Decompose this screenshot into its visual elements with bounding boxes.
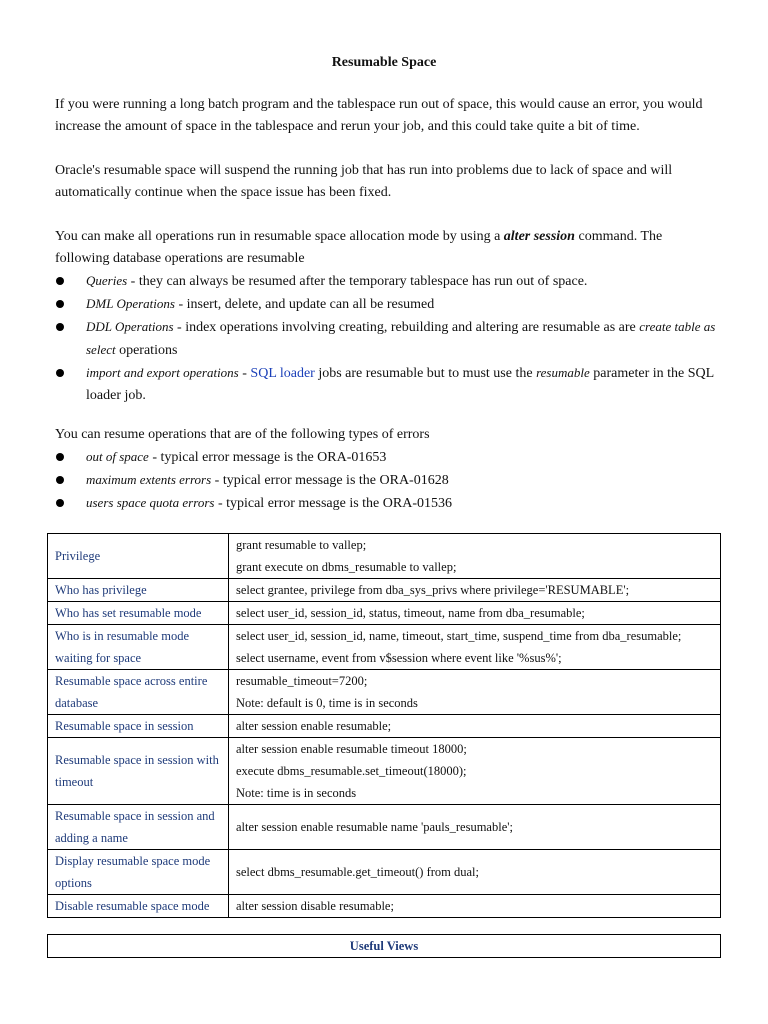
table-row-label (48, 738, 229, 805)
table-row (48, 602, 721, 625)
operation-term: DML Operations (86, 296, 175, 311)
table-row (48, 850, 721, 895)
table-row-value (229, 895, 721, 918)
operation-separator: - (238, 366, 251, 381)
table-row-label (48, 625, 229, 670)
row-label-text: Resumable space in session (55, 719, 194, 733)
command-line: alter session enable resumable name 'pauls_resumable'; (236, 820, 513, 834)
table-row-value (229, 850, 721, 895)
operation-text: jobs are resumable but to must use the (314, 366, 537, 381)
operation-term-secondary: create table as select (86, 319, 716, 357)
error-term: out of space (86, 449, 149, 464)
row-label-text: Who has privilege (55, 583, 147, 597)
list-item (55, 270, 720, 293)
table-row-label (48, 670, 229, 715)
command-line: alter session disable resumable; (236, 899, 394, 913)
page-title: Resumable Space (331, 55, 437, 70)
table-row (48, 738, 721, 805)
command-line: execute dbms_resumable.set_timeout(18000); (236, 764, 467, 778)
table-row (48, 625, 721, 670)
table-row-value (229, 625, 721, 670)
command-line: select grantee, privilege from dba_sys_privs where privilege='RESUMABLE'; (236, 583, 630, 597)
table-row-label (48, 534, 229, 579)
table-row-value (229, 602, 721, 625)
operation-text-end: parameter in the SQL loader job. (86, 366, 714, 403)
row-label-text: Disable resumable space mode (55, 899, 210, 913)
errors-list (55, 446, 720, 515)
bullet-icon (56, 323, 64, 331)
table-row (48, 715, 721, 738)
bullet-icon (56, 369, 64, 377)
table-row-value (229, 579, 721, 602)
command-line: select username, event from v$session where event like '%sus%'; (236, 651, 562, 665)
row-label-text: Who is in resumable mode waiting for space (55, 629, 189, 665)
operation-term: Queries (86, 273, 128, 288)
table-row (48, 579, 721, 602)
table-row-value (229, 805, 721, 850)
error-term: maximum extents errors (86, 472, 212, 487)
operations-intro-text: You can make all operations run in resumable space allocation mode by using a (55, 229, 504, 244)
bullet-icon (56, 499, 64, 507)
row-label-text: Who has set resumable mode (55, 606, 202, 620)
operation-text-end: operations (115, 343, 178, 358)
error-text: - typical error message is the ORA-01653 (148, 450, 387, 465)
command-line: select dbms_resumable.get_timeout() from dual; (236, 865, 479, 879)
useful-views-heading: Useful Views (47, 934, 721, 958)
table-row-value (229, 534, 721, 579)
command-line: alter session enable resumable timeout 18000; (236, 742, 467, 756)
alter-session-term: alter session (503, 229, 575, 244)
list-item (55, 316, 720, 362)
table-row (48, 805, 721, 850)
sql-loader-link[interactable]: SQL loader (250, 366, 315, 381)
operation-term: DDL Operations (86, 319, 174, 334)
bullet-icon (56, 300, 64, 308)
table-row (48, 670, 721, 715)
table-row-value (229, 738, 721, 805)
command-line: select user_id, session_id, status, timeout, name from dba_resumable; (236, 606, 585, 620)
table-row (48, 895, 721, 918)
operations-list (55, 270, 720, 407)
resumable-description-paragraph: Oracle's resumable space will suspend the running job that has run into problems due to lack of space and will automatically continue when the space issue has been fixed. (55, 163, 673, 200)
table-row-label (48, 805, 229, 850)
table-row-label (48, 602, 229, 625)
command-line: grant execute on dbms_resumable to vallep; (236, 560, 457, 574)
operation-text: - they can always be resumed after the temporary tablespace has run out of space. (127, 274, 588, 289)
error-text: - typical error message is the ORA-01628 (211, 473, 449, 488)
table-row-label (48, 579, 229, 602)
list-item (55, 446, 720, 469)
table-row-value (229, 715, 721, 738)
resumable-commands-table (47, 533, 721, 918)
command-line: alter session enable resumable; (236, 719, 392, 733)
operation-term: import and export operations (86, 365, 239, 380)
table-row-label (48, 715, 229, 738)
operation-term-secondary: resumable (536, 365, 590, 380)
list-item (55, 492, 720, 515)
table-row-label (48, 895, 229, 918)
operation-text: - insert, delete, and update can all be resumed (174, 297, 435, 312)
command-line: Note: time is in seconds (236, 786, 357, 800)
command-line: resumable_timeout=7200; (236, 674, 368, 688)
list-item (55, 362, 720, 407)
operation-text: - index operations involving creating, rebuilding and altering are resumable as are (173, 320, 640, 335)
row-label-text: Privilege (55, 549, 101, 563)
intro-paragraph: If you were running a long batch program and the tablespace run out of space, this would cause an error, you would increase the amount of space in the tablespace and rerun your job, and this could take quite a bit of time. (55, 97, 703, 134)
row-label-text: Resumable space in session with timeout (55, 753, 219, 789)
row-label-text: Display resumable space mode options (55, 854, 211, 890)
operations-intro-paragraph (55, 226, 720, 270)
command-line: Note: default is 0, time is in seconds (236, 696, 418, 710)
operations-intro-text-end: command. The following database operations are resumable (55, 229, 663, 266)
bullet-icon (56, 453, 64, 461)
bullet-icon (56, 476, 64, 484)
table-row (48, 534, 721, 579)
list-item (55, 293, 720, 316)
error-term: users space quota errors (86, 495, 215, 510)
error-text: - typical error message is the ORA-01536 (214, 496, 452, 511)
table-row-value (229, 670, 721, 715)
row-label-text: Resumable space across entire database (55, 674, 208, 710)
bullet-icon (56, 277, 64, 285)
row-label-text: Resumable space in session and adding a name (55, 809, 215, 845)
command-line: grant resumable to vallep; (236, 538, 367, 552)
errors-intro-paragraph: You can resume operations that are of the following types of errors (55, 427, 430, 442)
command-line: select user_id, session_id, name, timeout, start_time, suspend_time from dba_resumable; (236, 629, 682, 643)
list-item (55, 469, 720, 492)
table-row-label (48, 850, 229, 895)
